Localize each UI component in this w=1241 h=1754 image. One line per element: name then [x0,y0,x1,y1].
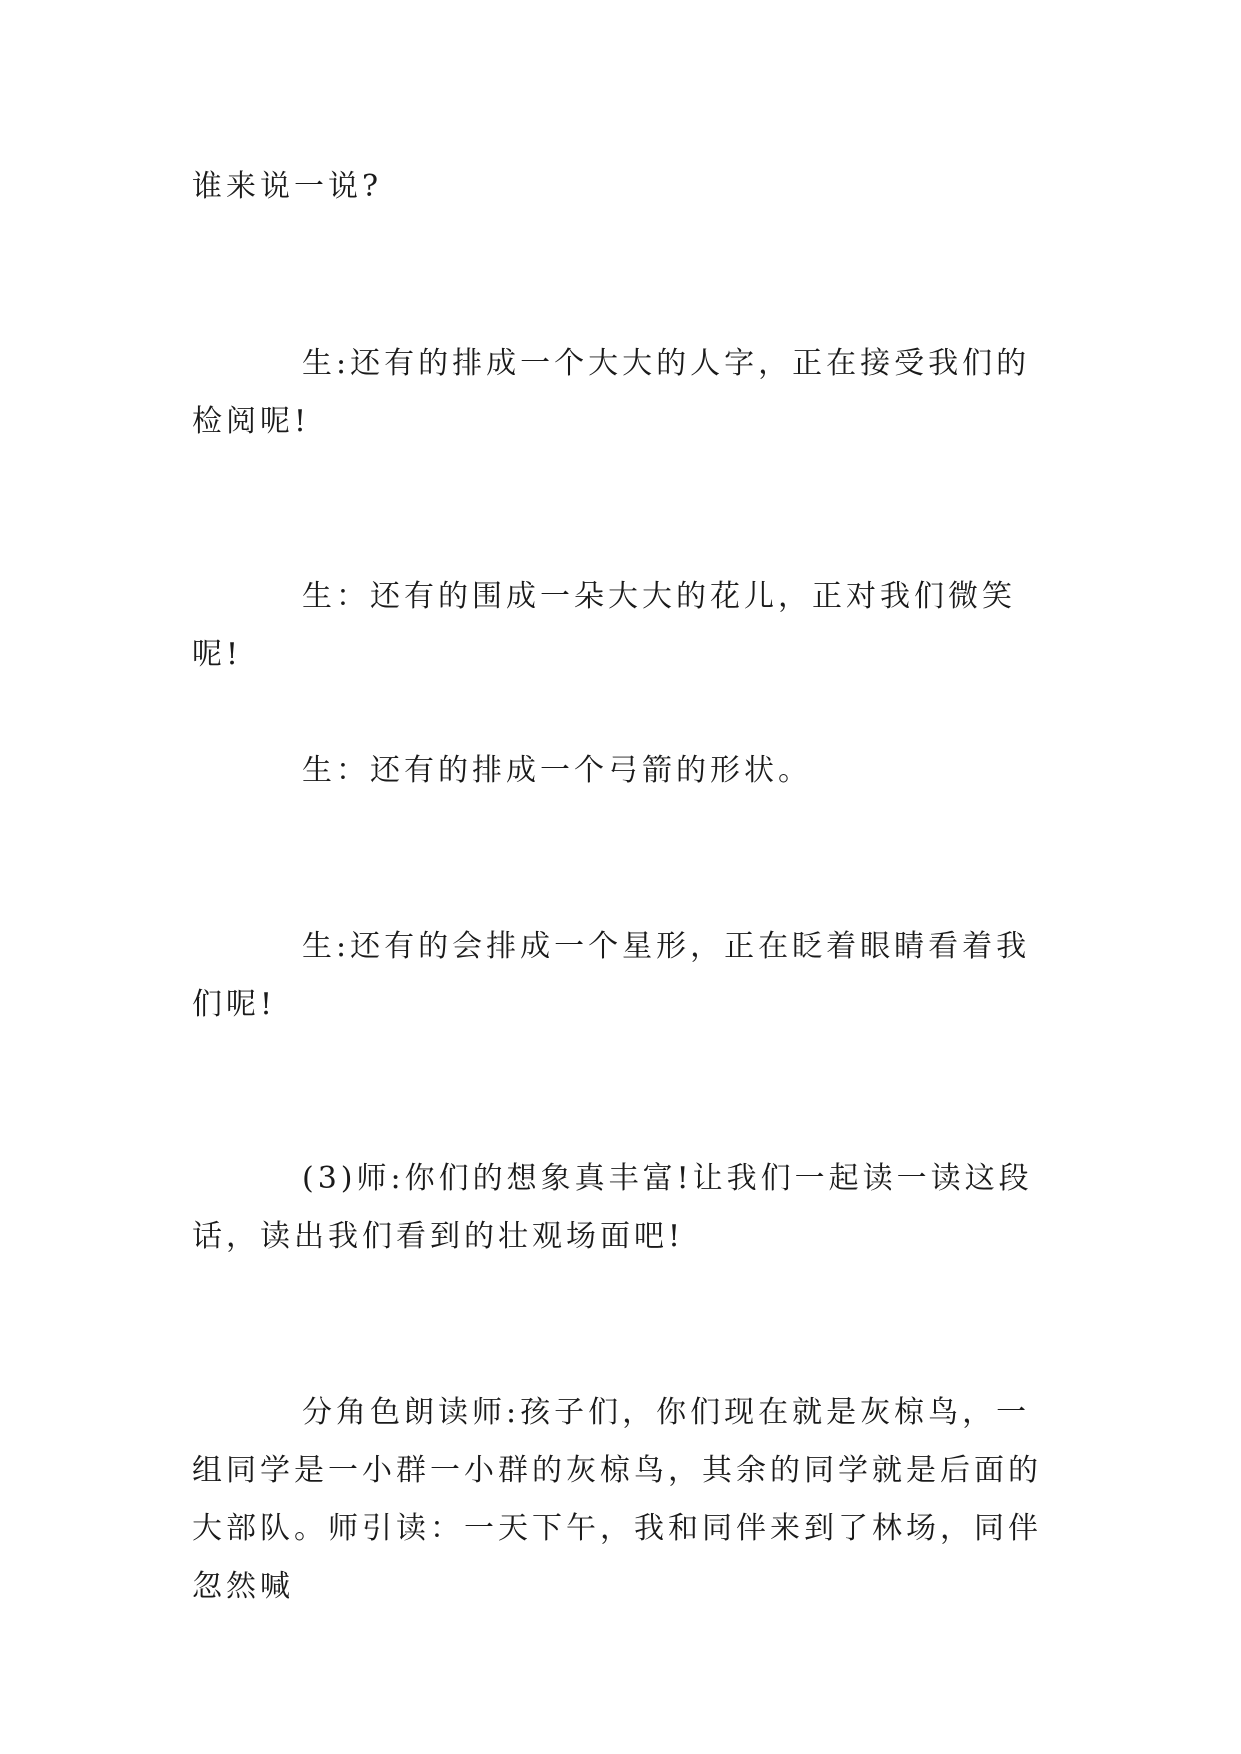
paragraph-role-reading: 分角色朗读师:孩子们，你们现在就是灰椋鸟，一组同学是一小群一小群的灰椋鸟，其余的同学就是后面的大部队。师引读：一天下午，我和同伴来到了林场，同伴忽然喊 [192,1395,1042,1604]
paragraph-student-answer-4: 生:还有的会排成一个星形，正在眨着眼睛看着我们呢! [192,929,1031,1022]
paragraph-student-answer-1: 生:还有的排成一个大大的人字，正在接受我们的检阅呢! [192,346,1031,439]
paragraph-teacher-prompt: (3)师:你们的想象真丰富!让我们一起读一读这段话，读出我们看到的壮观场面吧! [192,1161,1033,1254]
paragraph-student-answer-2: 生：还有的围成一朵大大的花儿，正对我们微笑呢! [192,579,1016,672]
paragraph-question: 谁来说一说? [192,169,383,204]
paragraph-student-answer-3: 生：还有的排成一个弓箭的形状。 [302,753,812,788]
